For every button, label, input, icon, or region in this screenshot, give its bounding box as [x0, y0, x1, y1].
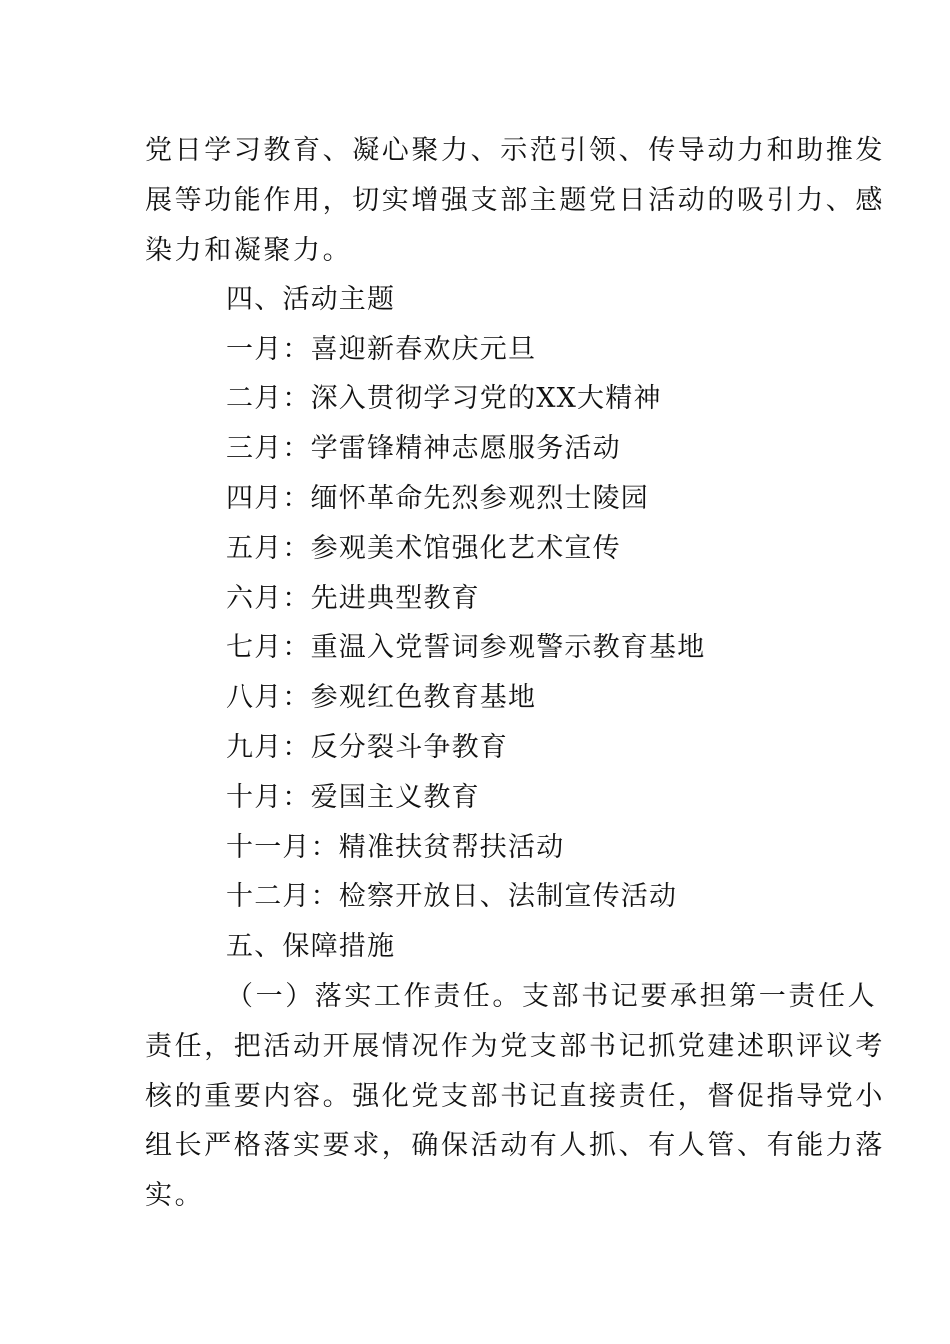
theme-item-december: 十二月：检察开放日、法制宣传活动 [226, 881, 678, 912]
theme-item-march: 三月：学雷锋精神志愿服务活动 [226, 433, 621, 464]
theme-item-april: 四月：缅怀革命先烈参观烈士陵园 [226, 483, 649, 514]
section-five-line-5: 实。 [145, 1180, 205, 1211]
intro-line-2: 展等功能作用，切实增强支部主题党日活动的吸引力、感 [145, 185, 885, 216]
section-five-line-4: 组长严格落实要求，确保活动有人抓、有人管、有能力落 [145, 1130, 885, 1161]
theme-item-september: 九月：反分裂斗争教育 [226, 732, 508, 763]
theme-item-october: 十月：爱国主义教育 [226, 782, 480, 813]
section-four-heading: 四、活动主题 [226, 284, 396, 315]
theme-item-november: 十一月：精准扶贫帮扶活动 [226, 832, 565, 863]
theme-item-january: 一月：喜迎新春欢庆元旦 [226, 334, 537, 365]
intro-line-1: 党日学习教育、凝心聚力、示范引领、传导动力和助推发 [145, 135, 885, 166]
theme-item-may: 五月：参观美术馆强化艺术宣传 [226, 533, 621, 564]
theme-item-february: 二月：深入贯彻学习党的XX大精神 [226, 383, 662, 414]
theme-item-august: 八月：参观红色教育基地 [226, 682, 537, 713]
theme-item-june: 六月：先进典型教育 [226, 583, 480, 614]
section-five-heading: 五、保障措施 [226, 931, 396, 962]
section-five-line-3: 核的重要内容。强化党支部书记直接责任，督促指导党小 [145, 1081, 885, 1112]
intro-line-3: 染力和凝聚力。 [145, 235, 353, 266]
section-five-line-2: 责任，把活动开展情况作为党支部书记抓党建述职评议考 [145, 1031, 885, 1062]
theme-item-july: 七月：重温入党誓词参观警示教育基地 [226, 632, 706, 663]
section-five-line-1: （一）落实工作责任。支部书记要承担第一责任人 [226, 981, 878, 1012]
